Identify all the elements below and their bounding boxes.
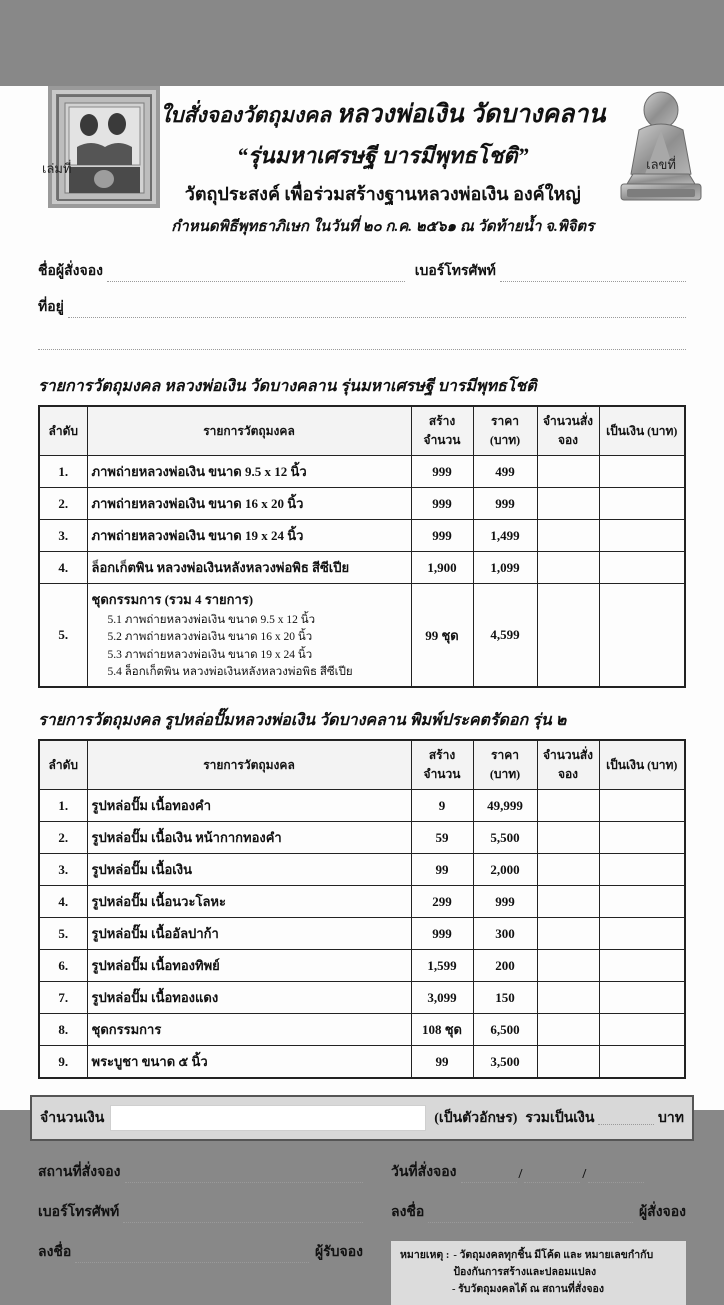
address-row-2 <box>38 334 686 350</box>
amount-cell[interactable] <box>599 918 685 950</box>
row-number: 1. <box>39 790 87 822</box>
table-row <box>39 886 685 918</box>
row-number: 2. <box>39 488 87 520</box>
receiver-sign-label: ลงชื่อ <box>38 1245 72 1260</box>
orderer-name-field[interactable] <box>107 266 405 282</box>
orderer-label: ผู้สั่งจอง <box>638 1205 686 1220</box>
order-quantity-cell[interactable] <box>537 854 599 886</box>
footer-phone-label: เบอร์โทรศัพท์ <box>38 1205 120 1220</box>
receiver-sign-row <box>38 1241 363 1263</box>
item-name: ภาพถ่ายหลวงพ่อเงิน ขนาด 19 x 24 นิ้ว <box>87 520 411 552</box>
table-row <box>39 1014 685 1046</box>
price: 6,500 <box>473 1014 537 1046</box>
orderer-sign-row <box>391 1201 686 1223</box>
address-row <box>38 296 686 318</box>
order-quantity-cell[interactable] <box>537 918 599 950</box>
orderer-name-row <box>38 260 686 282</box>
table-row <box>39 982 685 1014</box>
total-amount-bar <box>30 1095 694 1141</box>
note-box <box>391 1241 686 1305</box>
edition-title: “รุ่นมหาเศรษฐี บารมีพุทธโชติ” <box>236 143 529 168</box>
item-name: รูปหล่อปั๊ม เนื้อเงิน <box>87 854 411 886</box>
column-header: สร้างจำนวน <box>411 406 473 456</box>
order-quantity-cell[interactable] <box>537 520 599 552</box>
price: 4,599 <box>473 584 537 688</box>
row-number: 4. <box>39 552 87 584</box>
table2-title: รายการวัตถุมงคล รูปหล่อปั๊มหลวงพ่อเงิน วัดบางคลาน พิมพ์ประคตรัดอก รุ่น ๒ <box>38 712 567 729</box>
amount-cell[interactable] <box>599 552 685 584</box>
made-quantity: 108 ชุด <box>411 1014 473 1046</box>
date-separator: / <box>582 1167 587 1182</box>
amount-cell[interactable] <box>599 520 685 552</box>
made-quantity: 999 <box>411 456 473 488</box>
item-name: รูปหล่อปั๊ม เนื้ออัลปาก้า <box>87 918 411 950</box>
address-field-2[interactable] <box>38 334 686 350</box>
orderer-sign-field[interactable] <box>428 1207 633 1223</box>
item-name: รูปหล่อปั๊ม เนื้อทองแดง <box>87 982 411 1014</box>
price: 3,500 <box>473 1046 537 1079</box>
table-row <box>39 918 685 950</box>
order-quantity-cell[interactable] <box>537 886 599 918</box>
price: 1,099 <box>473 552 537 584</box>
amount-cell[interactable] <box>599 1046 685 1079</box>
made-quantity: 299 <box>411 886 473 918</box>
order-date-year-field[interactable] <box>588 1167 644 1183</box>
order-quantity-cell[interactable] <box>537 822 599 854</box>
row-number: 2. <box>39 822 87 854</box>
item-name: ชุดกรรมการ <box>87 1014 411 1046</box>
column-header: รายการวัตถุมงคล <box>87 740 411 790</box>
amulet-table-1 <box>38 405 686 688</box>
price: 150 <box>473 982 537 1014</box>
date-separator: / <box>518 1167 523 1182</box>
footer-left <box>38 1161 363 1305</box>
row-number: 4. <box>39 886 87 918</box>
item-name: รูปหล่อปั๊ม เนื้อเงิน หน้ากากทองคำ <box>87 822 411 854</box>
made-quantity: 999 <box>411 918 473 950</box>
price: 300 <box>473 918 537 950</box>
item-name: ล็อกเก็ตพิน หลวงพ่อเงินหลังหลวงพ่อพิธ สีซีเปีย <box>87 552 411 584</box>
receiver-sign-field[interactable] <box>75 1247 309 1263</box>
amount-in-words-input[interactable] <box>110 1105 426 1131</box>
two-monks-stamp-graphic <box>57 95 152 201</box>
order-place-row <box>38 1161 363 1183</box>
amount-cell[interactable] <box>599 584 685 688</box>
order-date-day-field[interactable] <box>461 1167 517 1183</box>
order-date-row <box>391 1161 686 1183</box>
footer-right <box>391 1161 686 1305</box>
column-header: เป็นเงิน (บาท) <box>599 740 685 790</box>
made-quantity: 9 <box>411 790 473 822</box>
amount-cell[interactable] <box>599 488 685 520</box>
made-quantity: 59 <box>411 822 473 854</box>
amulet-statue-image <box>605 86 717 208</box>
column-header: รายการวัตถุมงคล <box>87 406 411 456</box>
header-titles <box>160 86 605 238</box>
order-quantity-cell[interactable] <box>537 982 599 1014</box>
order-place-field[interactable] <box>125 1167 363 1183</box>
row-number: 3. <box>39 520 87 552</box>
form-title-prefix: ใบสั่งจองวัตถุมงคล <box>160 103 331 127</box>
row-number: 1. <box>39 456 87 488</box>
form-title <box>160 94 605 134</box>
order-date-label: วันที่สั่งจอง <box>391 1165 457 1180</box>
amount-cell[interactable] <box>599 822 685 854</box>
footer-phone-row <box>38 1201 363 1223</box>
volume-number-label: เล่มที่ <box>42 161 72 176</box>
form-title-main: หลวงพ่อเงิน วัดบางคลาน <box>336 101 606 128</box>
order-form-page <box>0 86 724 1295</box>
item-name: รูปหล่อปั๊ม เนื้อทองคำ <box>87 790 411 822</box>
sub-item-list <box>92 612 407 681</box>
table-row <box>39 1046 685 1079</box>
receiver-label: ผู้รับจอง <box>314 1245 363 1260</box>
made-quantity: 1,599 <box>411 950 473 982</box>
order-quantity-cell[interactable] <box>537 1014 599 1046</box>
sub-item: 5.4 ล็อกเก็ตพิน หลวงพ่อเงินหลังหลวงพ่อพิธ สีซีเปีย <box>107 665 353 678</box>
address-label: ที่อยู่ <box>38 300 64 315</box>
column-header: สร้างจำนวน <box>411 740 473 790</box>
in-words-label: (เป็นตัวอักษร) <box>434 1111 518 1126</box>
price: 999 <box>473 488 537 520</box>
row-number: 8. <box>39 1014 87 1046</box>
header <box>48 86 694 238</box>
item-name: รูปหล่อปั๊ม เนื้อนวะโลหะ <box>87 886 411 918</box>
column-header: ลำดับ <box>39 740 87 790</box>
price: 1,499 <box>473 520 537 552</box>
amount-cell[interactable] <box>599 886 685 918</box>
footer-phone-field[interactable] <box>123 1207 363 1223</box>
column-header: จำนวนสั่งจอง <box>537 406 599 456</box>
row-number: 7. <box>39 982 87 1014</box>
amount-cell[interactable] <box>599 790 685 822</box>
ceremony-line: กำหนดพิธีพุทธาภิเษก ในวันที่ ๒๐ ก.ค. ๒๕๖๑ ณ วัดท้ายน้ำ จ.พิจิตร <box>171 219 595 235</box>
order-quantity-cell[interactable] <box>537 552 599 584</box>
price: 2,000 <box>473 854 537 886</box>
item-name: ภาพถ่ายหลวงพ่อเงิน ขนาด 16 x 20 นิ้ว <box>87 488 411 520</box>
seated-monk-statue-graphic <box>609 86 713 208</box>
column-header: ลำดับ <box>39 406 87 456</box>
made-quantity: 99 ชุด <box>411 584 473 688</box>
note-line-2: - รับวัตถุมงคลได้ ณ สถานที่สั่งจอง <box>452 1283 604 1295</box>
row-number: 5. <box>39 584 87 688</box>
price: 200 <box>473 950 537 982</box>
made-quantity: 1,900 <box>411 552 473 584</box>
order-quantity-cell[interactable] <box>537 584 599 688</box>
made-quantity: 99 <box>411 854 473 886</box>
amulet-table-2 <box>38 739 686 1079</box>
row-number: 6. <box>39 950 87 982</box>
table-row <box>39 584 685 688</box>
item-name: ภาพถ่ายหลวงพ่อเงิน ขนาด 9.5 x 12 นิ้ว <box>87 456 411 488</box>
sub-item: 5.1 ภาพถ่ายหลวงพ่อเงิน ขนาด 9.5 x 12 นิ้ว <box>107 614 316 626</box>
table-row <box>39 790 685 822</box>
made-quantity: 99 <box>411 1046 473 1079</box>
column-header: จำนวนสั่งจอง <box>537 740 599 790</box>
orderer-phone-field[interactable] <box>500 266 686 282</box>
price: 499 <box>473 456 537 488</box>
order-quantity-cell[interactable] <box>537 1046 599 1079</box>
order-quantity-cell[interactable] <box>537 488 599 520</box>
table-row <box>39 822 685 854</box>
row-number: 3. <box>39 854 87 886</box>
stamp-locket-image <box>48 86 160 208</box>
order-place-label: สถานที่สั่งจอง <box>38 1165 121 1180</box>
sub-item: 5.3 ภาพถ่ายหลวงพ่อเงิน ขนาด 19 x 24 นิ้ว <box>107 648 313 661</box>
table-row <box>39 520 685 552</box>
item-name: รูปหล่อปั๊ม เนื้อทองทิพย์ <box>87 950 411 982</box>
document-number-label: เลขที่ <box>646 157 676 172</box>
order-date-month-field[interactable] <box>524 1167 580 1183</box>
order-quantity-cell[interactable] <box>537 950 599 982</box>
orderer-phone-label: เบอร์โทรศัพท์ <box>414 264 496 279</box>
table-row <box>39 456 685 488</box>
table-row <box>39 488 685 520</box>
amount-cell[interactable] <box>599 1014 685 1046</box>
row-number: 9. <box>39 1046 87 1079</box>
note-title: หมายเหตุ : <box>400 1250 450 1261</box>
item-name: พระบูชา ขนาด ๕ นิ้ว <box>87 1046 411 1079</box>
note-line-1: - วัตถุมงคลทุกชิ้น มีโค้ด และ หมายเลขกำกับ ป้องกันการสร้างและปลอมแปลง <box>453 1250 654 1278</box>
column-header: ราคา (บาท) <box>473 406 537 456</box>
column-header: ราคา (บาท) <box>473 740 537 790</box>
orderer-sign-label: ลงชื่อ <box>391 1205 425 1220</box>
footer <box>38 1161 686 1305</box>
amount-cell[interactable] <box>599 950 685 982</box>
table-row <box>39 950 685 982</box>
sum-label: รวมเป็นเงิน <box>525 1111 595 1126</box>
made-quantity: 999 <box>411 488 473 520</box>
amount-label: จำนวนเงิน <box>40 1111 105 1126</box>
amount-cell[interactable] <box>599 854 685 886</box>
order-quantity-cell[interactable] <box>537 456 599 488</box>
price: 49,999 <box>473 790 537 822</box>
price: 999 <box>473 886 537 918</box>
address-field[interactable] <box>68 302 686 318</box>
price: 5,500 <box>473 822 537 854</box>
made-quantity: 999 <box>411 520 473 552</box>
purpose-line: วัตถุประสงค์ เพื่อร่วมสร้างฐานหลวงพ่อเงิน องค์ใหญ่ <box>184 184 581 204</box>
table-row <box>39 854 685 886</box>
sum-field[interactable] <box>598 1111 654 1125</box>
made-quantity: 3,099 <box>411 982 473 1014</box>
column-header: เป็นเงิน (บาท) <box>599 406 685 456</box>
orderer-name-label: ชื่อผู้สั่งจอง <box>38 264 103 279</box>
amount-cell[interactable] <box>599 982 685 1014</box>
baht-label: บาท <box>658 1111 684 1126</box>
order-quantity-cell[interactable] <box>537 790 599 822</box>
table1-title: รายการวัตถุมงคล หลวงพ่อเงิน วัดบางคลาน รุ่นมหาเศรษฐี บารมีพุทธโชติ <box>38 378 537 395</box>
item-name: ชุดกรรมการ (รวม 4 รายการ) 5.1 ภาพถ่ายหลวงพ่อเงิน ขนาด 9.5 x 12 นิ้ว 5.2 ภาพถ่ายหลวงพ่อเงิน ขนาด 16 x 20 นิ้ว 5.3 ภาพถ่ายหลวงพ่อเงิน ขนาด 19 x 24 นิ้ว 5.4 ล็อกเก็ตพิน หลวงพ่อเงินหลังหลวงพ่อพิธ สีซีเปีย <box>87 584 411 688</box>
row-number: 5. <box>39 918 87 950</box>
amount-cell[interactable] <box>599 456 685 488</box>
table-row <box>39 552 685 584</box>
sub-item: 5.2 ภาพถ่ายหลวงพ่อเงิน ขนาด 16 x 20 นิ้ว <box>107 631 313 644</box>
